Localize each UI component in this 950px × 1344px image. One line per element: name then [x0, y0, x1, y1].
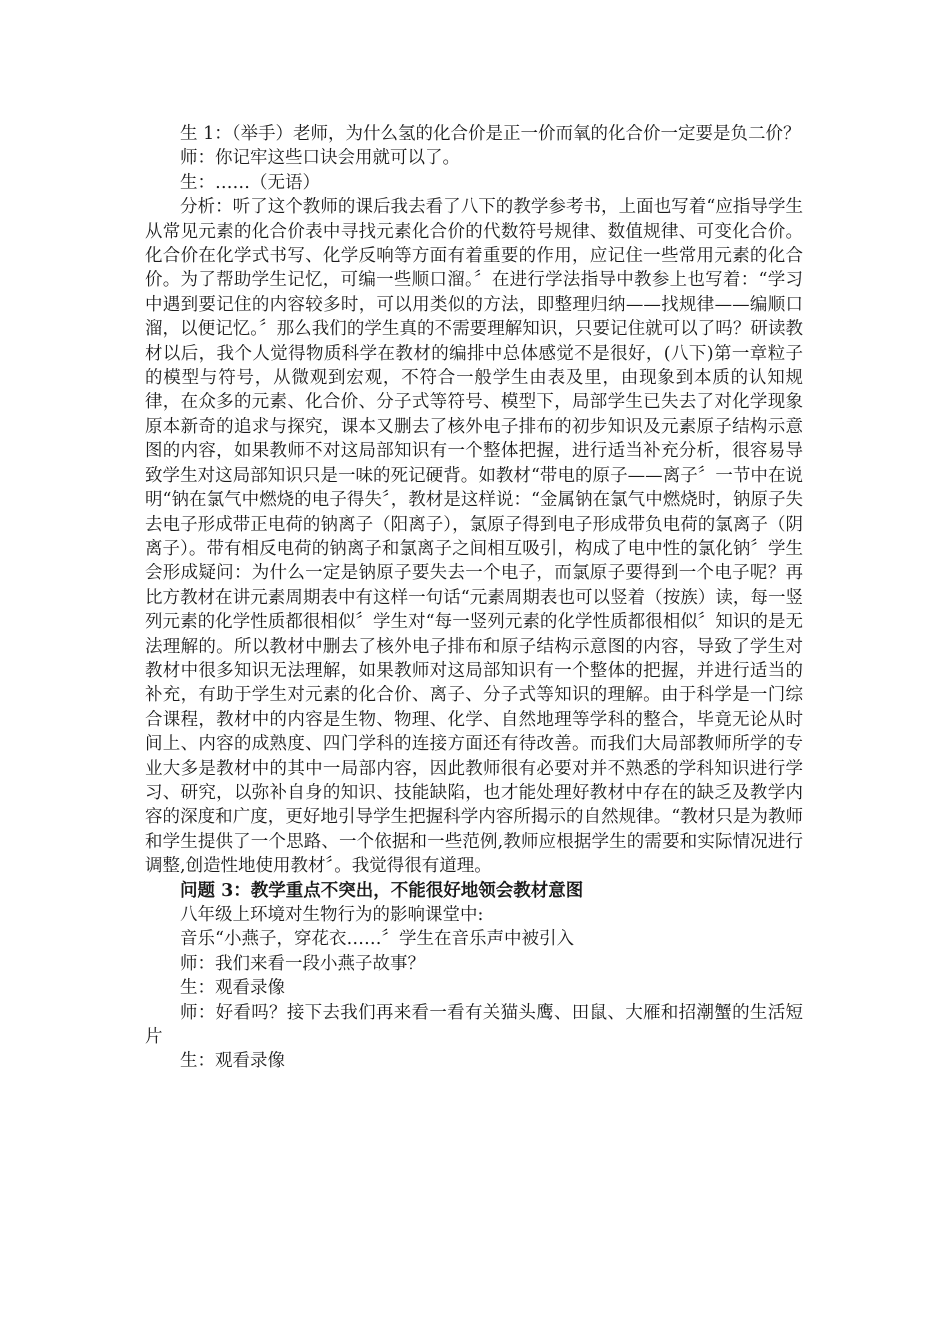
- student-question: 生 1：（举手）老师，为什么氢的化合价是正一价而氧的化合价一定要是负二价？: [180, 124, 801, 144]
- music-intro: 音乐“小燕子，穿花衣……〞学生在音乐声中被引入: [180, 929, 574, 950]
- student-line-1: 生：观看录像: [180, 978, 285, 999]
- teacher-line-2: 师：好看吗？接下去我们再来看一看有关猫头鹰、田鼠、大雁和招潮蟹的生活短片: [145, 1002, 803, 1048]
- teacher-line-1: 师：我们来看一段小燕子故事？: [180, 953, 425, 974]
- student-line-2: 生：观看录像: [180, 1051, 285, 1072]
- teacher-reply: 师：你记牢这些口诀会用就可以了。: [180, 148, 460, 169]
- analysis-paragraph: 分析：听了这个教师的课后我去看了八下的教学参考书，上面也写着“应指导学生从常见元素的化合价表中寻找元素化合价的代数符号规律、数值规律、可变化合价。化合价在化学式书写、化学反响等方面有着重要的作用，应记住一些常用元素的化合价。为了帮助学生记忆，可编一些顺口溜。〞在进行学法指导中教参上也写着：“学习中遇到要记住的内容较多时，可以用类似的方法，即整理归纳——找规律——编顺口溜，以便记忆。〞那么我们的学生真的不需要理解知识，只要记住就可以了吗？研读教材以后，我个人觉得物质科学在教材的编排中总体感觉不是很好，(八下)第一章粒子的模型与符号，从微观到宏观，不符合一般学生由表及里，由现象到本质的认知规律，在众多的元素、化合价、分子式等符号、模型下，局部学生已失去了对化学现象原本新奇的追求与探究，课本又删去了核外电子排布的初步知识及元素原子结构示意图的内容，如果教师不对这局部知识有一个整体把握，进行适当补充分析，很容易导致学生对这局部知识只是一味的死记硬背。如教材“带电的原子——离子〞一节中在说明“钠在氯气中燃烧的电子得失〞，教材是这样说：“金属钠在氯气中燃烧时，钠原子失去电子形成带正电荷的钠离子（阳离子），氯原子得到电子形成带负电荷的氯离子（阴离子）。带有相反电荷的钠离子和氯离子之间相互吸引，构成了电中性的氯化钠〞学生会形成疑问：为什么一定是钠原子要失去一个电子，而氯原子要得到一个电子呢？再比方教材在讲元素周期表中有这样一句话“元素周期表也可以竖着（按族）读，每一竖列元素的化学性质都很相似〞学生对“每一竖列元素的化学性质都很相似〞知识的是无法理解的。所以教材中删去了核外电子排布和原子结构示意图的内容，导致了学生对教材中很多知识无法理解，如果教师对这局部知识有一个整体的把握，并进行适当的补充，有助于学生对元素的化合价、离子、分子式等知识的理解。由于科学是一门综合课程，教材中的内容是生物、物理、化学、自然地理等学科的整合，毕竟无论从时间上、内容的成熟度、四门学科的连接方面还有待改善。而我们大局部教师所学的专业大多是教材中的其中一局部内容，因此教师很有必要对并不熟悉的学科知识进行学习、研究，以弥补自身的知识、技能缺陷，也才能处理好教材中存在的缺乏及教学内容的深度和广度，更好地引导学生把握科学内容所揭示的自然规律。“教材只是为教师和学生提供了一个思路、一个依据和一些范例,教师应根据学生的需要和实际情况进行调整,创造性地使用教材〞。我觉得很有道理。: [145, 197, 803, 877]
- lesson-context: 八年级上环境对生物行为的影响课堂中:: [180, 905, 484, 925]
- document-body: [145, 122, 803, 1074]
- problem-3-heading: 问题 3：教学重点不突出，不能很好地领会教材意图: [180, 880, 584, 901]
- student-silence: 生：……（无语）: [180, 172, 320, 193]
